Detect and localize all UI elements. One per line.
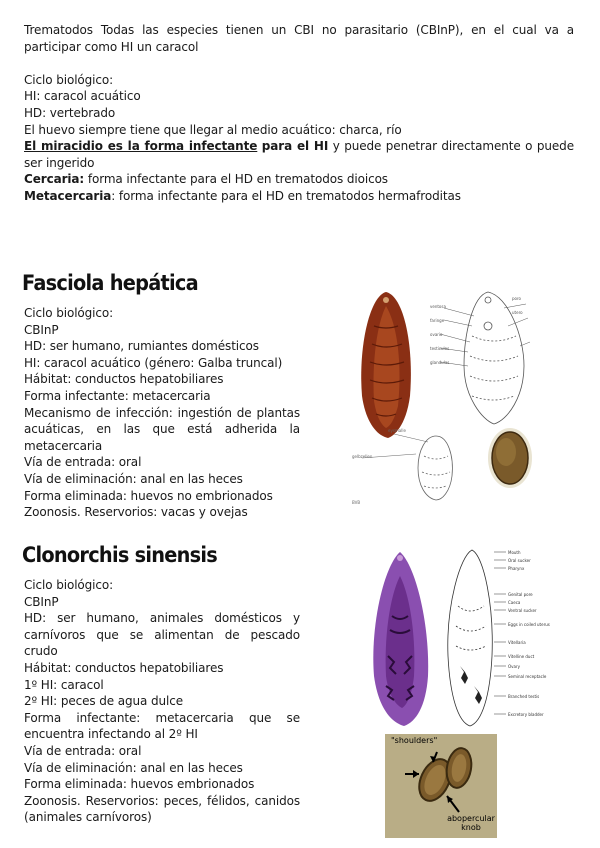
clonorchis-line: 1º HI: caracol (24, 677, 104, 692)
clonorchis-line: HD: ser humano, animales domésticos y carnívoros que se alimentan de pescado crudo (24, 611, 300, 659)
clonorchis-line: Hábitat: conductos hepatobiliares (24, 660, 224, 675)
fasciola-line: Zoonosis. Reservorios: vacas y ovejas (24, 505, 248, 520)
clonorchis-line: Forma eliminada: huevos embrionados (24, 777, 255, 792)
clonorchis-line: Ciclo biológico: (24, 578, 114, 592)
svg-text:Genital pore: Genital pore (508, 592, 533, 597)
svg-text:ovario: ovario (430, 332, 443, 337)
egg-label-knob: abopercular knob (447, 814, 495, 832)
miracidio-rest: y puede penetrar directamente o puede ser ingerido (24, 139, 574, 170)
svg-text:Mouth: Mouth (508, 550, 521, 555)
svg-text:testiculos: testiculos (430, 346, 450, 351)
svg-text:BVB: BVB (352, 500, 361, 505)
metacercaria-line (24, 188, 574, 205)
metacercaria-bold: Metacercaria (24, 188, 112, 203)
clonorchis-line: CBInP (24, 594, 59, 609)
fasciola-line: Mecanismo de infección: ingestión de plantas acuáticas, en las que está adherida la metacercaria (24, 405, 300, 453)
fasciola-anatomy-drawing (430, 292, 530, 424)
svg-text:Vitelline duct: Vitelline duct (508, 654, 535, 659)
svg-text:glandulas: glandulas (430, 360, 450, 365)
svg-text:Ovary: Ovary (508, 664, 520, 669)
fasciola-line: Ciclo biológico: (24, 306, 114, 320)
fasciola-line: Vía de eliminación: anal en las heces (24, 471, 243, 486)
intro-line: HI: caracol acuático (24, 89, 141, 104)
svg-text:Eggs in coiled uterus: Eggs in coiled uterus (508, 622, 550, 627)
clonorchis-line: Vía de entrada: oral (24, 743, 142, 758)
svg-text:Seminal receptacle: Seminal receptacle (508, 674, 547, 679)
clonorchis-anatomy-drawing (448, 550, 550, 726)
svg-text:Vitellaria: Vitellaria (508, 640, 526, 645)
clonorchis-adult-photo (373, 552, 428, 726)
svg-text:ventosa: ventosa (430, 304, 446, 309)
clonorchis-line: Vía de eliminación: anal en las heces (24, 760, 243, 775)
fasciola-small-drawing (352, 428, 452, 505)
cercaria-bold: Cercaria: (24, 172, 85, 187)
svg-text:eysmalle: eysmalle (388, 428, 406, 433)
svg-text:faringe: faringe (430, 318, 445, 323)
svg-text:Excretory bladder: Excretory bladder (508, 712, 544, 717)
fasciola-line: Vía de entrada: oral (24, 455, 142, 470)
fasciola-list (24, 305, 300, 521)
svg-text:poro: poro (512, 296, 521, 301)
fasciola-line: Hábitat: conductos hepatobiliares (24, 372, 224, 387)
intro-line: El huevo siempre tiene que llegar al medio acuático: charca, río (24, 122, 402, 137)
fasciola-line: Forma eliminada: huevos no embrionados (24, 488, 273, 503)
clonorchis-egg-photo (385, 734, 497, 838)
fasciola-line: HD: ser humano, rumiantes domésticos (24, 339, 259, 354)
intro-section (24, 22, 574, 205)
svg-text:Ventral sucker: Ventral sucker (508, 608, 537, 613)
miracidio-line (24, 138, 574, 171)
svg-text:gelbzellen: gelbzellen (352, 454, 373, 459)
clonorchis-line: Forma infectante: metacercaria que se encuentra infectando al 2º HI (24, 710, 300, 742)
svg-text:Caeca: Caeca (508, 600, 521, 605)
fasciola-title: Fasciola hepática (22, 271, 198, 295)
egg-label-shoulders: "shoulders" (391, 736, 438, 745)
clonorchis-illustration (360, 546, 556, 732)
clonorchis-line: 2º HI: peces de agua dulce (24, 694, 184, 709)
cercaria-rest: forma infectante para el HD en trematodos dioicos (87, 172, 388, 187)
cercaria-line (24, 171, 574, 188)
intro-line: Ciclo biológico: (24, 72, 114, 87)
svg-text:Oral sucker: Oral sucker (508, 558, 531, 563)
fasciola-adult-photo (361, 292, 411, 438)
fasciola-egg-photo (488, 428, 532, 488)
fasciola-illustration (348, 286, 548, 518)
svg-text:Pharynx: Pharynx (508, 566, 525, 571)
svg-text:utero: utero (512, 310, 523, 315)
intro-line: HD: vertebrado (24, 105, 116, 120)
fasciola-line: CBInP (24, 322, 59, 337)
metacercaria-rest: : forma infectante para el HD en trematodos hermafroditas (111, 188, 461, 203)
intro-paragraph: Trematodos Todas las especies tienen un CBI no parasitario (CBInP), en el cual va a participar como HI un caracol (24, 23, 574, 54)
fasciola-line: HI: caracol acuático (género: Galba truncal) (24, 355, 283, 370)
miracidio-bold-2: para el HI (261, 139, 329, 154)
miracidio-bold: El miracidio es la forma infectante (24, 139, 258, 154)
clonorchis-list (24, 577, 300, 826)
svg-text:Branched testis: Branched testis (508, 694, 540, 699)
clonorchis-title: Clonorchis sinensis (22, 543, 218, 567)
fasciola-line: Forma infectante: metacercaria (24, 388, 211, 403)
clonorchis-line: Zoonosis. Reservorios: peces, félidos, canidos (animales carnívoros) (24, 793, 300, 825)
